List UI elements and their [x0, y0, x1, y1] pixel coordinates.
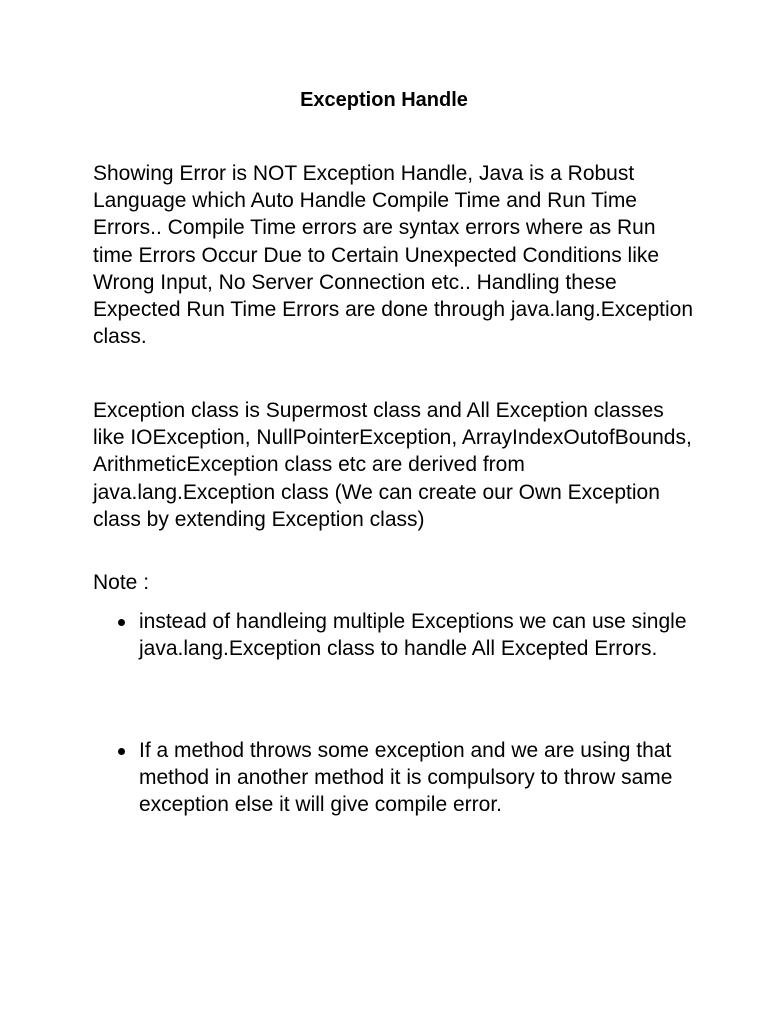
bullet-item [139, 608, 699, 662]
bullet-dot-icon [118, 619, 125, 626]
bullet-dot-icon [118, 748, 125, 755]
bullet-item [139, 737, 699, 819]
bullet-text: instead of handleing multiple Exceptions we can use single java.lang.Exception class to handle All Excepted Errors. [139, 610, 687, 661]
paragraph-exception-class: Exception class is Supermost class and All Exception classes like IOException, NullPointerException, ArrayIndexOutofBounds, ArithmeticException class etc are derived from java.lang.Exception class (We can create our Own Exception class by extending Exception class) [93, 399, 692, 531]
bullet-text: If a method throws some exception and we are using that method in another method it is compulsory to throw same exception else it will give compile error. [139, 739, 673, 817]
note-label: Note : [93, 571, 150, 594]
document-title: Exception Handle [300, 89, 468, 111]
paragraph-intro: Showing Error is NOT Exception Handle, Java is a Robust Language which Auto Handle Compile Time and Run Time Errors.. Compile Time errors are syntax errors where as Run time Errors Occur Due to Certain Unexpected Conditions like Wrong Input, No Server Connection etc.. Handling these Expected Run Time Errors are done through java.lang.Exception class. [93, 162, 694, 349]
